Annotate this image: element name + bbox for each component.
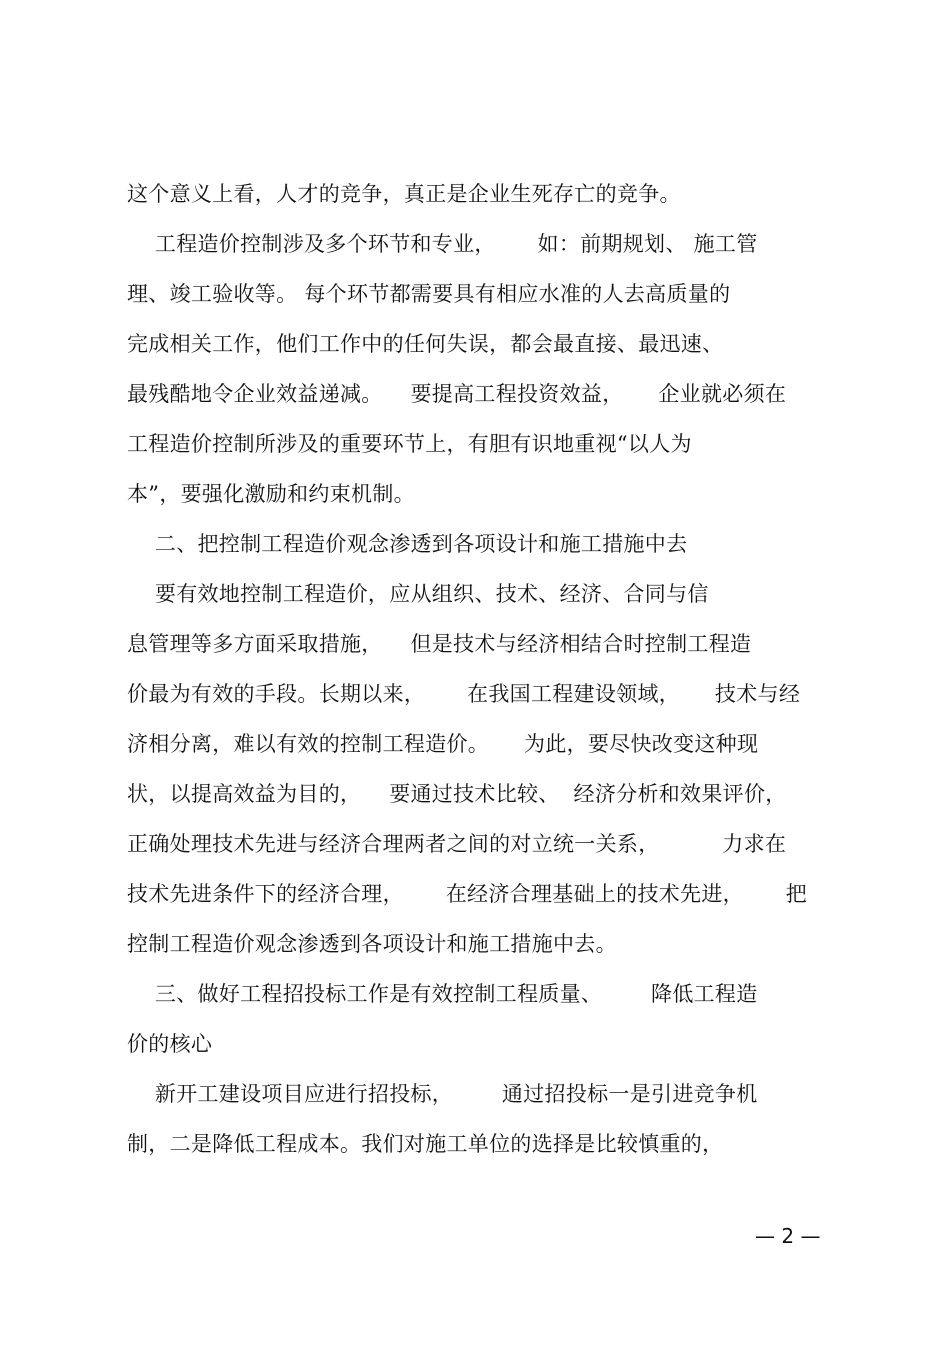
text-line: 状，以提高效益为目的， 要通过技术比较、 经济分析和效果评价，	[127, 782, 787, 806]
text-line: 这个意义上看，人才的竞争，真正是企业生死存亡的竞争。	[127, 182, 681, 206]
text-line: 要有效地控制工程造价，应从组织、技术、经济、合同与信	[127, 582, 709, 606]
text-line: 理、竣工验收等。 每个环节都需要具有相应水准的人去高质量的	[127, 282, 731, 306]
text-line: 本”，要强化激励和约束机制。	[127, 482, 415, 506]
text-line: 最残酷地令企业效益递减。 要提高工程投资效益， 企业就必须在	[127, 382, 787, 406]
text-line: 制，二是降低工程成本。我们对施工单位的选择是比较慎重的，	[127, 1132, 724, 1156]
text-line: 济相分离，难以有效的控制工程造价。 为此，要尽快改变这种现	[127, 732, 759, 756]
section-heading-3: 三、做好工程招投标工作是有效控制工程质量、 降低工程造	[127, 982, 758, 1006]
text-line: 工程造价控制所涉及的重要环节上，有胆有识地重视“以人为	[127, 432, 692, 456]
text-line: 完成相关工作，他们工作中的任何失误，都会最直接、最迅速、	[127, 332, 724, 356]
text-line: 工程造价控制涉及多个环节和专业， 如：前期规划、 施工管	[127, 232, 758, 256]
section-heading-3-cont: 价的核心	[127, 1032, 213, 1056]
text-line: 技术先进条件下的经济合理， 在经济合理基础上的技术先进， 把	[127, 882, 808, 906]
text-line: 价最为有效的手段。长期以来， 在我国工程建设领域， 技术与经	[127, 682, 801, 706]
text-line: 新开工建设项目应进行招投标， 通过招投标一是引进竞争机	[127, 1082, 758, 1106]
text-line: 息管理等多方面采取措施， 但是技术与经济相结合时控制工程造	[127, 632, 752, 656]
text-line: 控制工程造价观念渗透到各项设计和施工措施中去。	[127, 932, 617, 956]
text-line: 正确处理技术先进与经济合理两者之间的对立统一关系， 力求在	[127, 832, 787, 856]
section-heading-2: 二、把控制工程造价观念渗透到各项设计和施工措施中去	[127, 532, 688, 556]
page-number: — 2 —	[755, 1224, 821, 1248]
